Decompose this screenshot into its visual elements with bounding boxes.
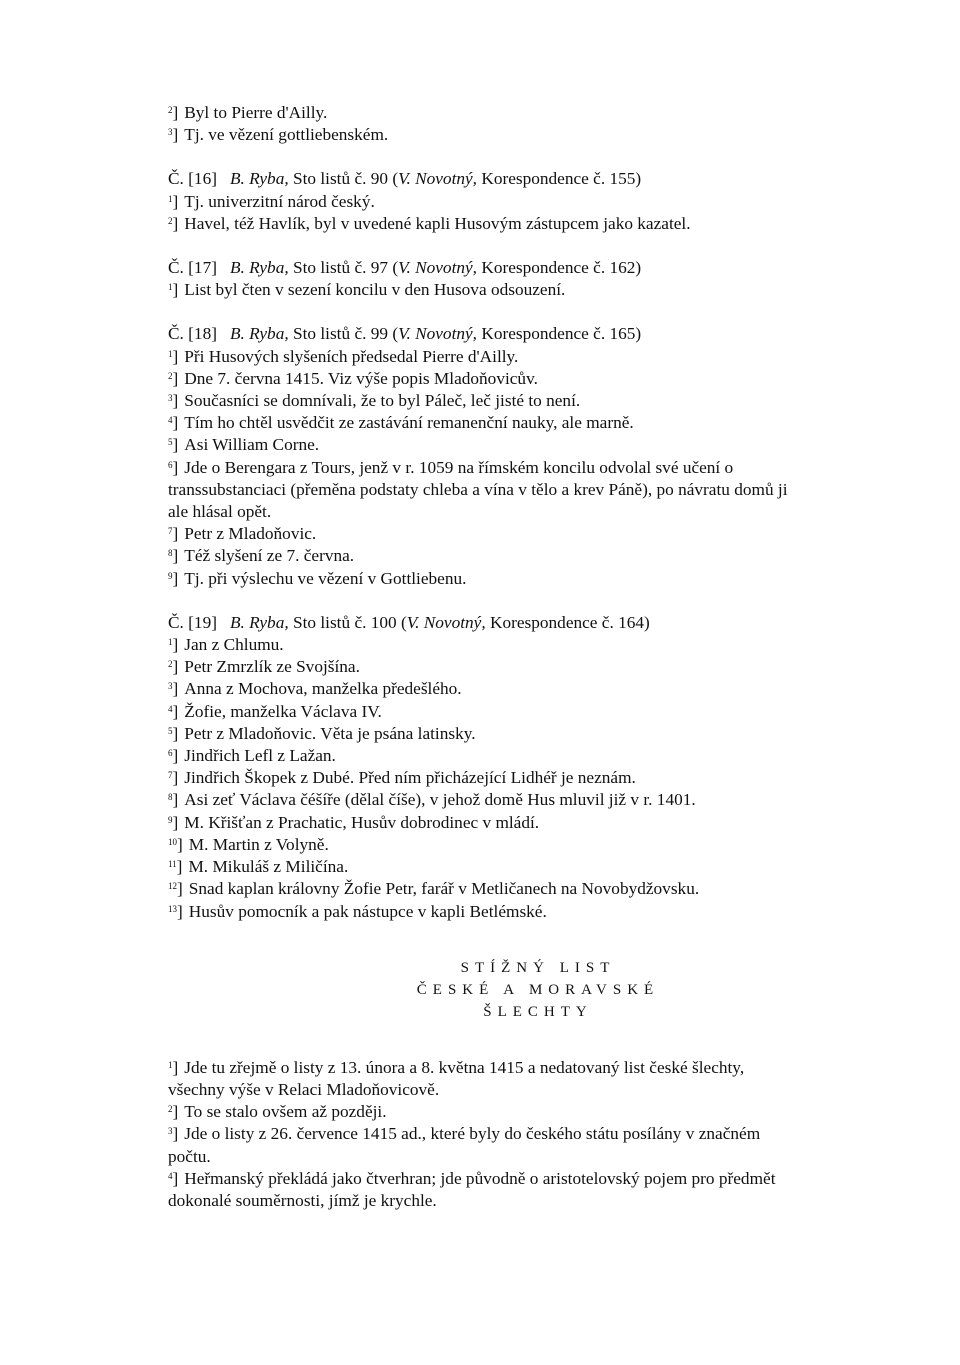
footnote-number: 6 <box>168 748 173 759</box>
footnote-text: Petr Zmrzlík ze Svojšína. <box>184 657 360 677</box>
footnote-number: 1 <box>168 637 173 648</box>
footnote-number: 2 <box>168 1104 173 1115</box>
footnote-text: Jde o Berengara z Tours, jenž v r. 1059 na římském koncilu odvolal své učení o transsubstanciaci (přeměna podstaty chleba a vína v tělo a krev Páně), po návratu domů ji ale hlásal opět. <box>168 457 788 522</box>
footnote-text: Havel, též Havlík, byl v uvedené kapli Husovým zástupcem jako kazatel. <box>184 213 691 233</box>
heading-line-1: STÍŽNÝ LIST <box>460 959 616 976</box>
footnote-text: Dne 7. června 1415. Viz výše popis Mladoňovicův. <box>184 368 538 388</box>
footnote-line: $^2$] Havel, též Havlík, byl v uvedené kapli Husovým zástupcem jako kazatel. <box>168 213 691 233</box>
section-c17 <box>168 257 798 301</box>
footnote-text: Petr z Mladoňovic. <box>184 524 317 544</box>
footnote-text: Jindřich Lefl z Lažan. <box>184 746 336 766</box>
footnote-line: $^1$] Tj. univerzitní národ český. <box>168 191 375 211</box>
footnote-text: Tj. univerzitní národ český. <box>184 191 375 211</box>
footnote-number: 12 <box>168 881 177 892</box>
author-name: B. Ryba, <box>229 612 289 632</box>
footnote-line: $^1$] Při Husových slyšeních předsedal Pierre d'Ailly. <box>168 346 519 366</box>
footnote-number: 1 <box>168 193 173 204</box>
footnote-number: 8 <box>168 792 173 803</box>
footnote-text: Heřmanský překládá jako čtverhran; jde původně o aristotelovský pojem pro předmět dokonalé souměrnosti, jímž je krychle. <box>168 1168 776 1210</box>
footnote-line: $^8$] Asi zeť Václava čéšíře (dělal číše), v jehož domě Hus mluvil již v r. 1401. <box>168 790 696 810</box>
footnote-text: Jde o listy z 26. července 1415 ad., které byly do českého státu posílány v značném počtu. <box>168 1124 761 1166</box>
footnote-number: 9 <box>168 814 173 825</box>
footnote-number: 1 <box>168 348 173 359</box>
footnote-line: $^4$] Žofie, manželka Václava IV. <box>168 701 382 721</box>
footnote-text: Jan z Chlumu. <box>184 635 284 655</box>
footnotes-text <box>168 102 798 1212</box>
footnote-text: M. Křišťan z Prachatic, Husův dobrodinec v mládí. <box>184 812 540 832</box>
footnote-line: $^{10}$] M. Martin z Volyně. <box>168 834 329 854</box>
footnote-text: Tj. při výslechu ve vězení v Gottliebenu. <box>184 568 467 588</box>
footnote-text: Současníci se domnívali, že to byl Páleč, leč jisté to není. <box>184 391 581 411</box>
footnote-line: $^7$] Petr z Mladoňovic. <box>168 524 317 544</box>
footnote-text: M. Mikuláš z Miličína. <box>188 857 349 877</box>
footnote-line: $^3$] Tj. ve vězení gottliebenském. <box>168 125 389 145</box>
footnote-number: 5 <box>168 725 173 736</box>
footnote-number: 13 <box>168 903 177 914</box>
footnote-text: Anna z Mochova, manželka předešlého. <box>184 679 462 699</box>
section-heading: Č. [18] B. Ryba, Sto listů č. 99 (V. Novotný, Korespondence č. 165) <box>168 324 642 344</box>
footnote-line: $^2$] Dne 7. června 1415. Viz výše popis Mladoňovicův. <box>168 368 538 388</box>
footnote-line: $^{11}$] M. Mikuláš z Miličína. <box>168 857 349 877</box>
editor-name: V. Novotný, <box>398 324 478 344</box>
heading-line-2: ČESKÉ A MORAVSKÉ <box>416 981 660 998</box>
footnote-number: 10 <box>168 836 177 847</box>
footnote-text: List byl čten v sezení koncilu v den Husova odsouzení. <box>184 280 566 300</box>
footnote-line: $^2$] Petr Zmrzlík ze Svojšína. <box>168 657 360 677</box>
footnote-text: Petr z Mladoňovic. Věta je psána latinsky. <box>184 723 476 743</box>
footnote-text: M. Martin z Volyně. <box>188 834 329 854</box>
editor-name: V. Novotný, <box>398 258 478 278</box>
author-name: B. Ryba, <box>229 258 289 278</box>
footnote-line: $^1$] Jan z Chlumu. <box>168 635 284 655</box>
footnote-line: $^2$] Byl to Pierre d'Ailly. <box>168 103 328 122</box>
footnote-number: 2 <box>168 370 173 381</box>
section-heading: Č. [19] B. Ryba, Sto listů č. 100 (V. Novotný, Korespondence č. 164) <box>168 612 650 632</box>
footnote-line: $^6$] Jindřich Lefl z Lažan. <box>168 746 336 766</box>
footnote-line: $^3$] Jde o listy z 26. července 1415 ad., které byly do českého státu posílány v značném počtu. <box>168 1124 761 1166</box>
footnote-number: 3 <box>168 393 173 404</box>
footnote-line: $^7$] Jindřich Škopek z Dubé. Před ním přicházející Lidhéř je neznám. <box>168 768 636 788</box>
footnote-number: 6 <box>168 459 173 470</box>
footnote-number: 11 <box>168 859 177 870</box>
footnote-text: Jde tu zřejmě o listy z 13. února a 8. května 1415 a nedatovaný list české šlechty, všechny výše v Relaci Mladoňovicově. <box>168 1057 745 1099</box>
footnote-text: Žofie, manželka Václava IV. <box>184 701 382 721</box>
footnote-line: $^4$] Tím ho chtěl usvědčit ze zastávání remanenční nauky, ale marně. <box>168 413 634 433</box>
footnote-text: Tj. ve vězení gottliebenském. <box>184 125 389 145</box>
footnote-number: 1 <box>168 1059 173 1070</box>
footnote-text: Asi zeť Václava čéšíře (dělal číše), v jehož domě Hus mluvil již v r. 1401. <box>184 790 696 810</box>
footnote-number: 1 <box>168 282 173 293</box>
footnote-number: 3 <box>168 681 173 692</box>
heading-line-3: ŠLECHTY <box>483 1003 593 1020</box>
footnote-text: Byl to Pierre d'Ailly. <box>184 103 328 122</box>
footnote-number: 9 <box>168 570 173 581</box>
footnote-line: $^9$] Tj. při výslechu ve vězení v Gottliebenu. <box>168 568 467 588</box>
author-name: B. Ryba, <box>229 324 289 344</box>
footnote-number: 8 <box>168 548 173 559</box>
footnote-text: Husův pomocník a pak nástupce v kapli Betlémské. <box>188 901 547 921</box>
footnote-text: To se stalo ovšem až později. <box>184 1102 387 1122</box>
footnote-text: Při Husových slyšeních předsedal Pierre d'Ailly. <box>184 346 519 366</box>
editor-name: V. Novotný, <box>406 612 486 632</box>
footnote-number: 4 <box>168 703 173 714</box>
author-name: B. Ryba, <box>229 169 289 189</box>
section-heading: Č. [17] B. Ryba, Sto listů č. 97 (V. Novotný, Korespondence č. 162) <box>168 258 642 278</box>
footnote-number: 5 <box>168 437 173 448</box>
footnote-number: 2 <box>168 659 173 670</box>
footnote-line: $^3$] Současníci se domnívali, že to byl Páleč, leč jisté to není. <box>168 391 581 411</box>
footnote-text: Asi William Corne. <box>184 435 320 455</box>
footnote-number: 4 <box>168 1170 173 1181</box>
footnote-number: 2 <box>168 215 173 226</box>
final-notes <box>168 1057 798 1212</box>
footnote-text: Jindřich Škopek z Dubé. Před ním přicházející Lidhéř je neznám. <box>184 768 636 788</box>
footnote-text: Snad kaplan královny Žofie Petr, farář v Metličanech na Novobydžovsku. <box>188 879 700 899</box>
footnote-number: 4 <box>168 415 173 426</box>
footnote-line: $^9$] M. Křišťan z Prachatic, Husův dobrodinec v mládí. <box>168 812 540 832</box>
section-c19 <box>168 612 798 923</box>
section-c18 <box>168 323 798 589</box>
section-c16 <box>168 168 798 235</box>
footnote-line: $^4$] Heřmanský překládá jako čtverhran; jde původně o aristotelovský pojem pro předmět dokonalé souměrnosti, jímž je krychle. <box>168 1168 776 1210</box>
footnote-line: $^{12}$] Snad kaplan královny Žofie Petr, farář v Metličanech na Novobydžovsku. <box>168 879 700 899</box>
footnote-line: $^5$] Petr z Mladoňovic. Věta je psána latinsky. <box>168 723 476 743</box>
footnote-text: Též slyšení ze 7. června. <box>184 546 355 566</box>
footnote-number: 2 <box>168 105 173 115</box>
footnote-number: 3 <box>168 127 173 138</box>
letter-heading <box>168 957 798 1023</box>
section-heading: Č. [16] B. Ryba, Sto listů č. 90 (V. Novotný, Korespondence č. 155) <box>168 169 642 189</box>
footnote-number: 7 <box>168 526 173 537</box>
footnote-text: Tím ho chtěl usvědčit ze zastávání remanenční nauky, ale marně. <box>184 413 634 433</box>
footnote-line: $^{13}$] Husův pomocník a pak nástupce v kapli Betlémské. <box>168 901 547 921</box>
footnote-line: $^3$] Anna z Mochova, manželka předešlého. <box>168 679 462 699</box>
footnote-line: $^2$] To se stalo ovšem až později. <box>168 1102 387 1122</box>
footnote-line: $^8$] Též slyšení ze 7. června. <box>168 546 355 566</box>
footnote-line: $^5$] Asi William Corne. <box>168 435 320 455</box>
footnote-line: $^6$] Jde o Berengara z Tours, jenž v r. 1059 na římském koncilu odvolal své učení o transsubstanciaci (přeměna podstaty chleba a vína v tělo a krev Páně), po návratu domů ji ale hlásal opět. <box>168 457 788 522</box>
footnote-line: $^1$] List byl čten v sezení koncilu v den Husova odsouzení. <box>168 280 566 300</box>
editor-name: V. Novotný, <box>398 169 478 189</box>
intro-notes <box>168 102 798 146</box>
footnote-number: 7 <box>168 770 173 781</box>
footnote-line: $^1$] Jde tu zřejmě o listy z 13. února a 8. května 1415 a nedatovaný list české šlechty, všechny výše v Relaci Mladoňovicově. <box>168 1057 745 1099</box>
footnote-number: 3 <box>168 1126 173 1137</box>
